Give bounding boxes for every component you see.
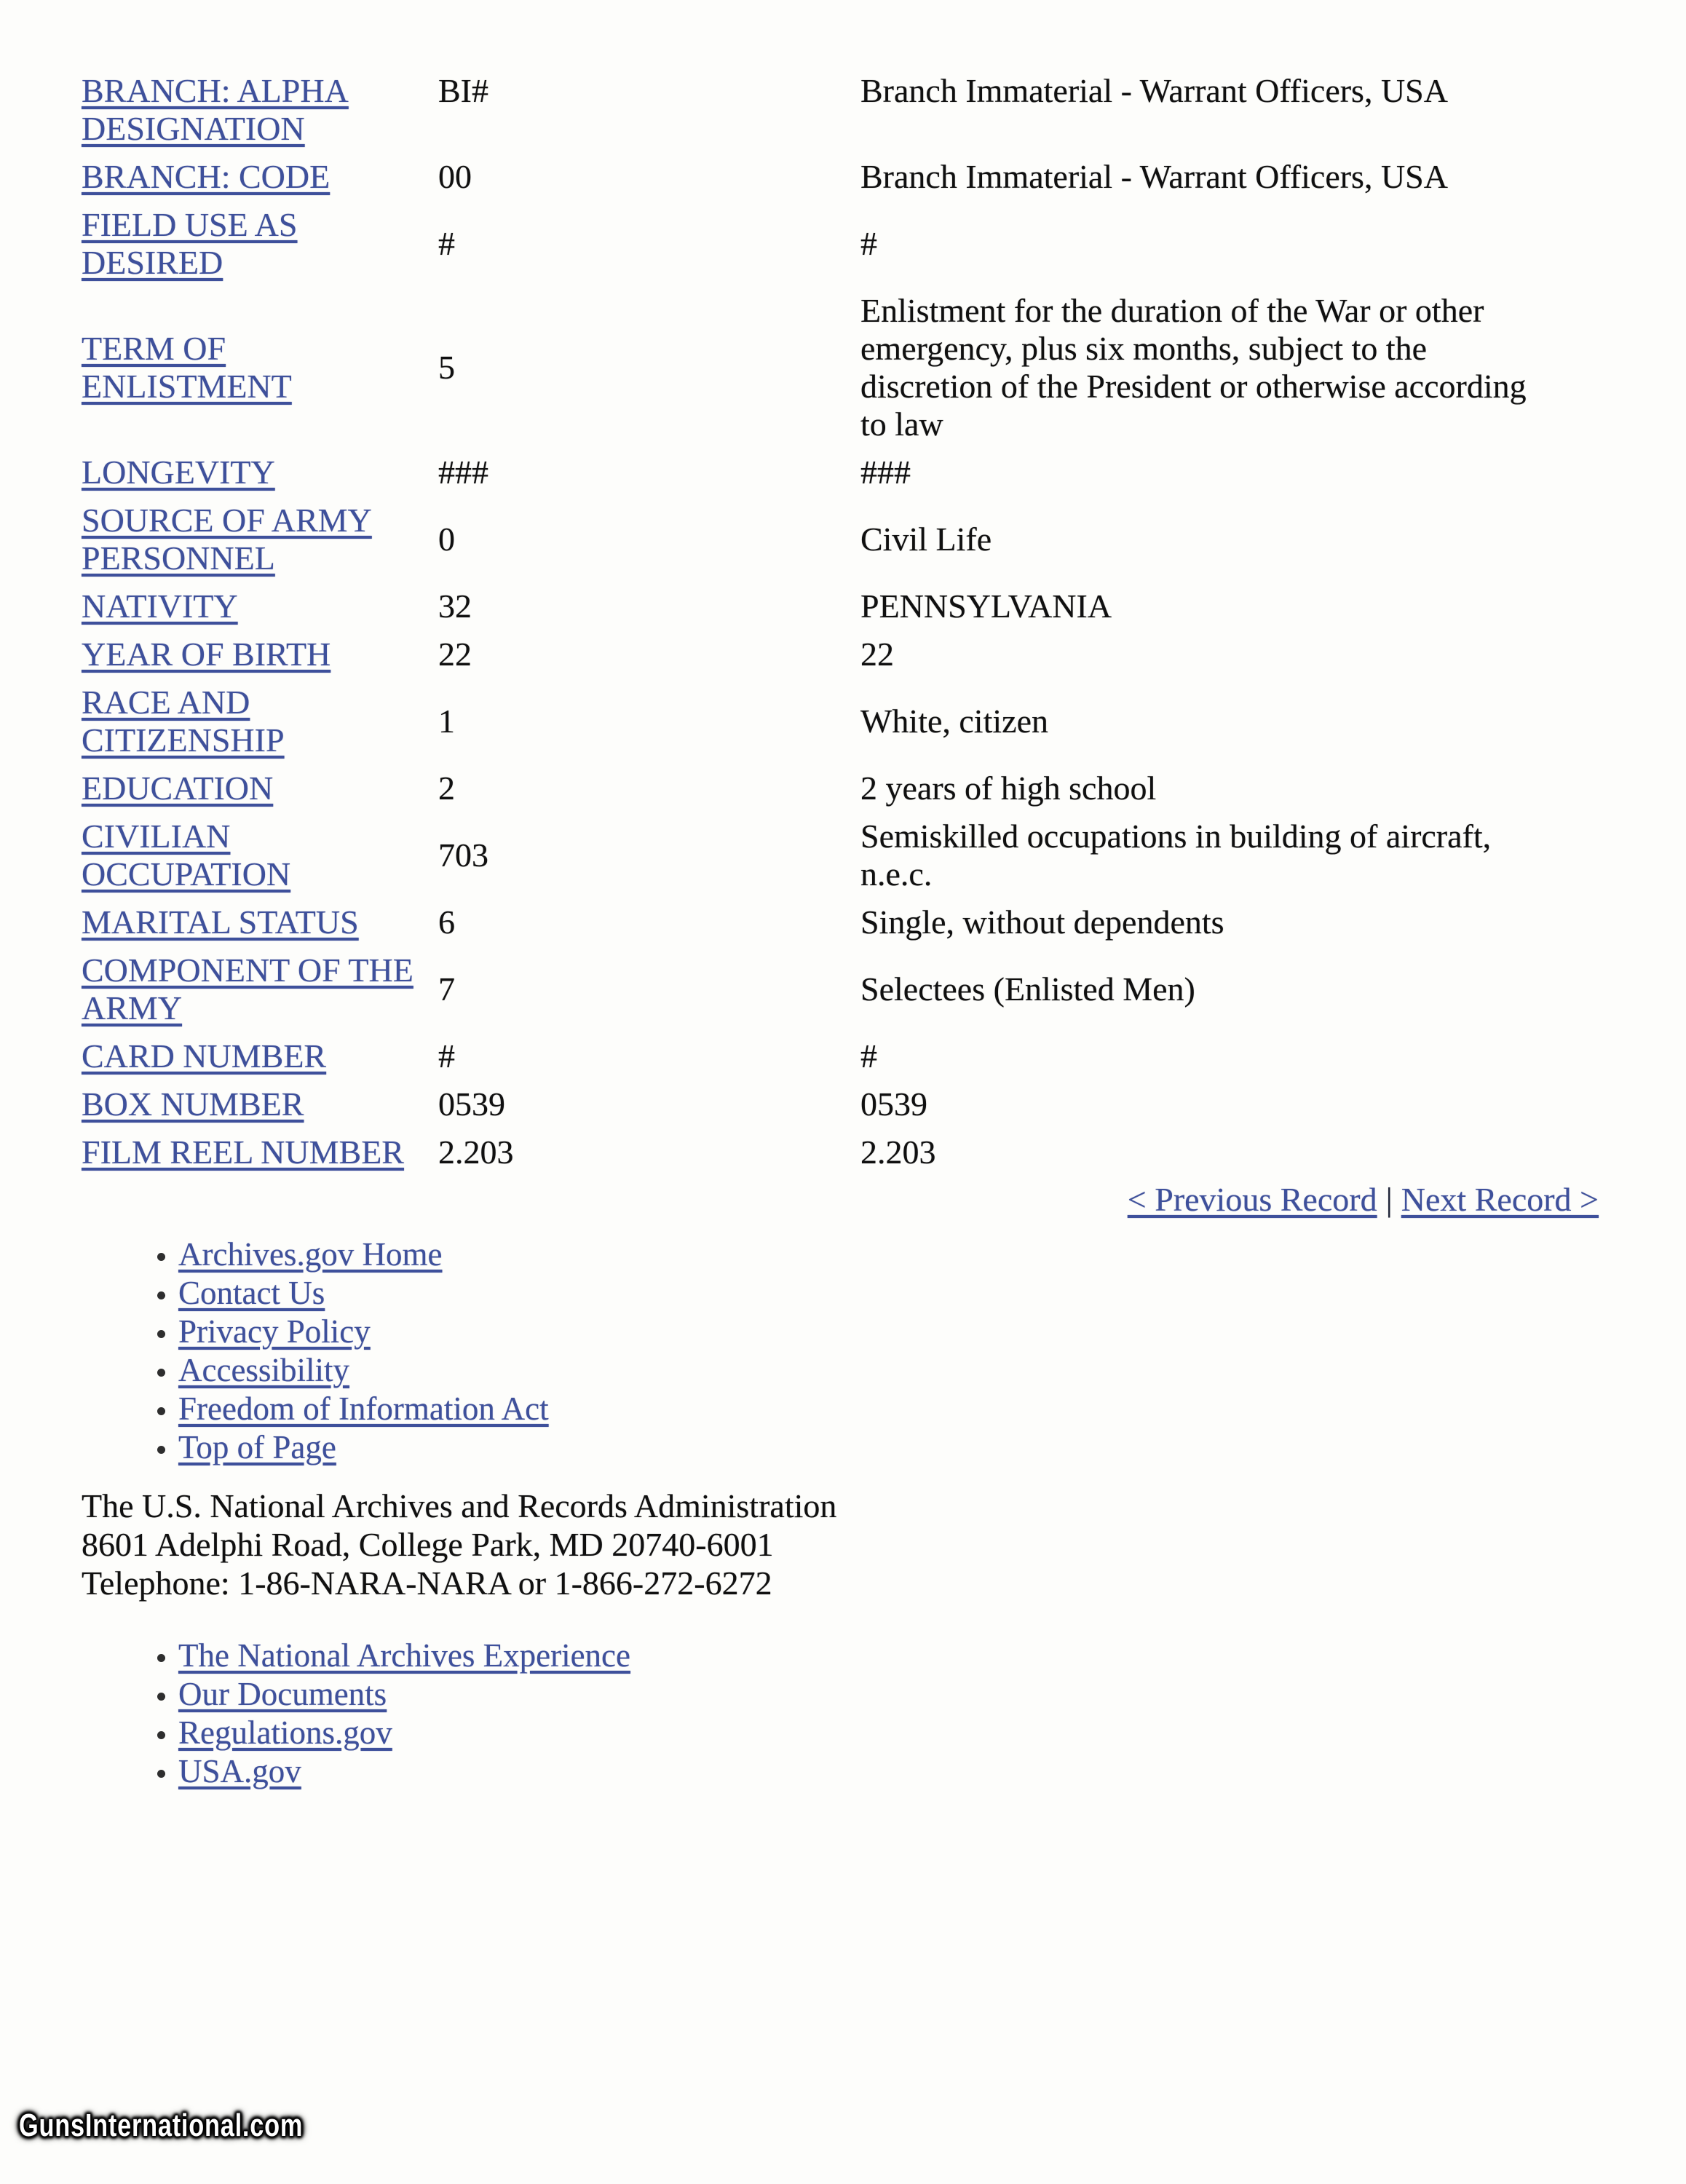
field-name-link[interactable]: RACE AND CITIZENSHIP: [82, 684, 285, 759]
record-row: [82, 630, 1545, 678]
record-row: [82, 496, 1545, 582]
code-value: 703: [438, 836, 488, 874]
code-value: 7: [438, 970, 455, 1008]
field-name-link[interactable]: BRANCH: ALPHA DESIGNATION: [82, 72, 349, 147]
record-row: [82, 448, 1545, 496]
meaning-value: 0539: [860, 1085, 927, 1123]
footer-link-privacy-policy[interactable]: Privacy Policy: [178, 1313, 371, 1350]
meaning-value: #: [860, 1037, 877, 1075]
record-row: [82, 153, 1545, 201]
pagination-separator: |: [1385, 1181, 1393, 1218]
meaning-value: Enlistment for the duration of the War or other emergency, plus six months, subject to the discretion of the President or otherwise according to law: [860, 292, 1527, 443]
code-value: 2: [438, 769, 455, 807]
meaning-value: Civil Life: [860, 521, 992, 558]
footer-link-foia[interactable]: Freedom of Information Act: [178, 1390, 549, 1427]
meaning-value: 22: [860, 636, 894, 673]
code-value: #: [438, 1037, 455, 1075]
record-row: [82, 67, 1545, 153]
list-item: [178, 1637, 630, 1675]
record-row: [82, 1032, 1545, 1080]
field-name-link[interactable]: SOURCE OF ARMY PERSONNEL: [82, 502, 372, 577]
record-row: [82, 582, 1545, 630]
code-value: 2.203: [438, 1133, 514, 1171]
code-value: 0539: [438, 1085, 505, 1123]
field-name-link[interactable]: BOX NUMBER: [82, 1085, 304, 1123]
record-row: [82, 678, 1545, 764]
list-item: [178, 1235, 549, 1274]
address-line: Telephone: 1-86-NARA-NARA or 1-866-272-6272: [82, 1564, 772, 1602]
record-pagination: [1128, 1181, 1599, 1219]
next-record-link[interactable]: Next Record >: [1401, 1181, 1599, 1218]
meaning-value: 2.203: [860, 1133, 936, 1171]
record-row: [82, 201, 1545, 287]
code-value: 1: [438, 703, 455, 740]
meaning-value: Branch Immaterial - Warrant Officers, USA: [860, 158, 1448, 195]
field-name-link[interactable]: BRANCH: CODE: [82, 158, 331, 195]
field-name-link[interactable]: CIVILIAN OCCUPATION: [82, 818, 291, 893]
code-value: 5: [438, 349, 455, 386]
footer-nav-secondary: [108, 1637, 630, 1791]
code-value: 0: [438, 521, 455, 558]
meaning-value: Single, without dependents: [860, 903, 1224, 941]
record-row: [82, 764, 1545, 812]
field-name-link[interactable]: EDUCATION: [82, 769, 274, 807]
footer-link-archives-home[interactable]: Archives.gov Home: [178, 1236, 443, 1273]
meaning-value: ###: [860, 454, 911, 491]
previous-record-link[interactable]: < Previous Record: [1127, 1181, 1377, 1218]
code-value: 6: [438, 903, 455, 941]
meaning-value: 2 years of high school: [860, 769, 1157, 807]
nara-address: [82, 1487, 836, 1602]
record-row: [82, 1128, 1545, 1176]
field-name-link[interactable]: TERM OF ENLISTMENT: [82, 330, 292, 405]
list-item: [178, 1675, 630, 1714]
code-value: 00: [438, 158, 472, 195]
list-item: [178, 1313, 549, 1351]
code-value: #: [438, 225, 455, 262]
field-name-link[interactable]: LONGEVITY: [82, 454, 275, 491]
record-row: [82, 287, 1545, 448]
meaning-value: Branch Immaterial - Warrant Officers, USA: [860, 72, 1448, 109]
field-name-link[interactable]: YEAR OF BIRTH: [82, 636, 331, 673]
address-line: The U.S. National Archives and Records Administration: [82, 1487, 837, 1524]
list-item: [178, 1390, 549, 1428]
address-line: 8601 Adelphi Road, College Park, MD 20740-6001: [82, 1526, 774, 1563]
record-row: [82, 898, 1545, 946]
meaning-value: Semiskilled occupations in building of aircraft, n.e.c.: [860, 818, 1492, 893]
field-name-link[interactable]: CARD NUMBER: [82, 1037, 327, 1075]
watermark-logo: GunsInternational.com: [19, 2108, 304, 2143]
field-name-link[interactable]: FILM REEL NUMBER: [82, 1133, 404, 1171]
footer-link-usa-gov[interactable]: USA.gov: [178, 1753, 301, 1789]
code-value: BI#: [438, 72, 488, 109]
list-item: [178, 1428, 549, 1467]
record-row: [82, 812, 1545, 898]
meaning-value: Selectees (Enlisted Men): [860, 970, 1195, 1008]
list-item: [178, 1274, 549, 1313]
record-table: [82, 67, 1545, 1176]
list-item: [178, 1351, 549, 1390]
footer-link-regulations-gov[interactable]: Regulations.gov: [178, 1714, 392, 1751]
field-name-link[interactable]: FIELD USE AS DESIRED: [82, 206, 298, 281]
footer-link-contact-us[interactable]: Contact Us: [178, 1275, 325, 1311]
record-row: [82, 946, 1545, 1032]
list-item: [178, 1714, 630, 1752]
code-value: 22: [438, 636, 472, 673]
field-name-link[interactable]: MARITAL STATUS: [82, 903, 359, 941]
footer-link-accessibility[interactable]: Accessibility: [178, 1352, 349, 1388]
footer-link-our-documents[interactable]: Our Documents: [178, 1676, 387, 1712]
code-value: ###: [438, 454, 488, 491]
footer-nav-primary: [108, 1235, 549, 1467]
list-item: [178, 1752, 630, 1791]
footer-link-archives-experience[interactable]: The National Archives Experience: [178, 1637, 630, 1674]
meaning-value: PENNSYLVANIA: [860, 587, 1112, 625]
code-value: 32: [438, 587, 472, 625]
meaning-value: #: [860, 225, 877, 262]
field-name-link[interactable]: NATIVITY: [82, 587, 238, 625]
meaning-value: White, citizen: [860, 703, 1048, 740]
record-row: [82, 1080, 1545, 1128]
field-name-link[interactable]: COMPONENT OF THE ARMY: [82, 951, 413, 1026]
footer-link-top-of-page[interactable]: Top of Page: [178, 1429, 336, 1465]
